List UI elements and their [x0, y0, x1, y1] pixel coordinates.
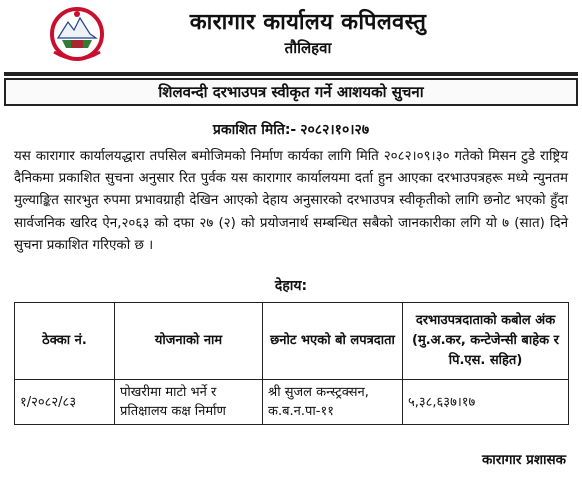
cell-project-name: पोखरीमा माटो भर्ने र प्रतिक्षालय कक्ष निर्माण [115, 380, 263, 425]
header-rule [4, 72, 578, 76]
header-project-name: योजनाको नाम [115, 303, 263, 380]
header-selected-bidder: छनोट भएको बो लपत्रदाता [263, 303, 403, 380]
award-table [14, 302, 569, 425]
notice-title: शिलवन्दी दरभाउपत्र स्वीकृत गर्ने आशयको सुचना [4, 78, 578, 106]
cell-amount: ५,३८,६३७।१७ [403, 380, 569, 425]
office-name: कारागार कार्यालय कपिलवस्तु [189, 10, 427, 35]
published-label: प्रकाशित मिति:- [212, 122, 297, 138]
nepal-government-emblem-icon [44, 4, 110, 66]
signature-title: कारागार प्रशासक [481, 452, 566, 468]
header-contract-no: ठेक्का नं. [15, 303, 115, 380]
header-bid-amount: दरभाउपत्रदाताको कबोल अंक (मु.अ.कर, कन्टेजेन्सी बाहेक र पि.एस. सहित) [403, 303, 569, 380]
cell-bidder: श्री सुजल कन्स्ट्रक्सन, क.ब.न.पा-११ [263, 380, 403, 425]
office-location: तौलिहवा [284, 39, 332, 57]
notice-body: यस कारागार कार्यालयद्धारा तपसिल बमोजिमको निर्माण कार्यका लागि मिति २०८२।०९।३० गतेको मिसन टुडे राष्ट्रिय दैनिकमा प्रकाशित सुचना अनुसार रित पुर्वक यस कारागार कार्यालयमा दर्ता हुन आएका दरभाउपत्रहरू मध्ये न्युनतम मुल्याङ्कित सारभुत रुपमा प्रभावग्राही देखिन आएको देहाय अनुसारको दरभाउपत्र स्वीकृतीको लागि छनोट भएको हुँदा सार्वजनिक खरिद ऐन,२०६३ को दफा २७ (२) को प्रयोजनार्थ सम्बन्धित सबैको जानकारीका लगि यो ७ (सात) दिने सुचना प्रकाशित गरिएको छ । [14, 149, 568, 253]
published-date-line [0, 120, 582, 139]
annex-label: देहाय: [274, 278, 308, 294]
table-header-row [15, 303, 569, 380]
cell-contract-no: १/२०८२/८३ [15, 380, 115, 425]
table-row [15, 380, 569, 425]
published-date: २०८२।१०।२७ [300, 122, 370, 138]
